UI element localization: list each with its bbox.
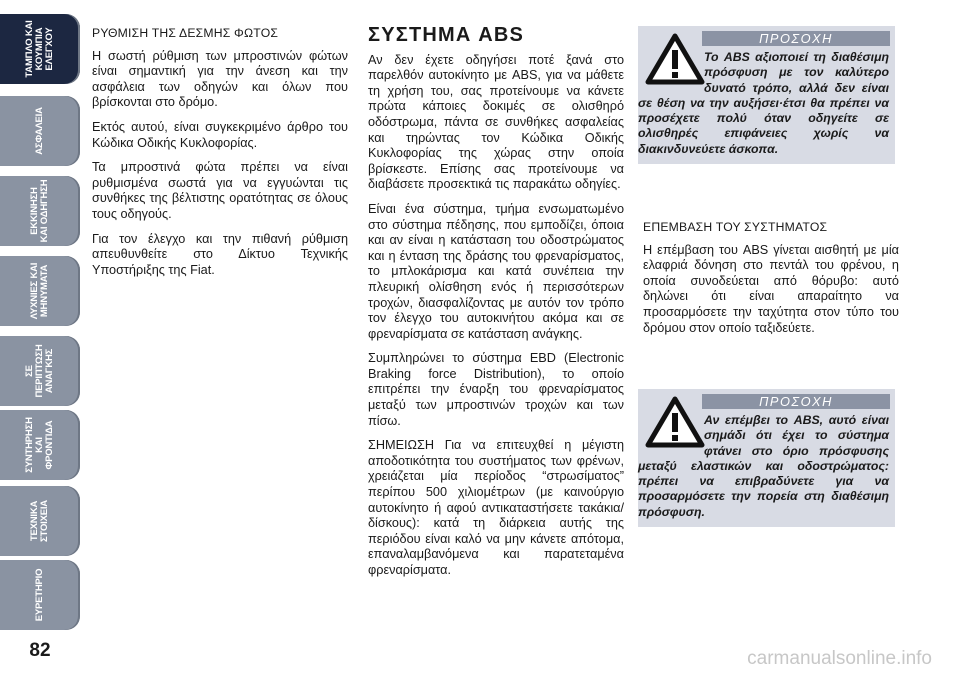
warning-header: ΠΡΟΣΟΧΗ: [702, 31, 890, 46]
paragraph: Τα μπροστινά φώτα πρέπει να είναι ρυθμισμένα σωστά για να εγγυώνται τις συνθήκες της βέλτιστης ορατότητας σε όλους τους οδηγούς.: [92, 160, 348, 221]
tab-label: ΣΥΝΤΗΡΗΣΗ ΚΑΙ ΦΡΟΝΤΙΔΑ: [24, 417, 55, 473]
tab-dashboard-controls[interactable]: [0, 14, 80, 84]
paragraph: Αν δεν έχετε οδηγήσει ποτέ ξανά στο παρελθόν αυτοκίνητο με ABS, για να μάθετε τη χρήση του, σας προτείνουμε να κάνετε πρώτα κάποιες δοκιμές σε ολισθηρό οδόστρωμα, πάντα σε συνθήκες ασφαλείας και τηρώντας τον Κώδικα Οδικής Κυκλοφορίας της χώρας στην οποία βρίσκεστε. Επίσης σας προτείνουμε να διαβάσετε προσεκτικά τις παρακάτω οδηγίες.: [368, 52, 624, 192]
warning-text-container: [638, 50, 889, 157]
paragraph: Συμπληρώνει το σύστημα EBD (Electronic Braking force Distribution), το οποίο επιτρέπει την έναρξη του φρεναρίσματος μεταξύ των μπροστινών τροχών και των πίσω.: [368, 351, 624, 428]
paragraph: Είναι ένα σύστημα, τμήμα ενσωματωμένο στο σύστημα πέδησης, που εμποδίζει, όποια και αν είναι η κατάσταση του οδοστρώματος και η ένταση της δράσης του φρεναρίσματος, το μπλοκάρισμα και κατά συνέπεια την πλευρική ολίσθηση ενός ή περισσότερων τροχών, διασφαλίζοντας με αυτόν τον τρόπο τον έλεγχο του αυτοκινήτου ακόμα και σε φρεναρίσματα σε κατάσταση ανάγκης.: [368, 201, 624, 341]
tab-label: ΛΥΧΝΙΕΣ ΚΑΙ ΜΗΝΥΜΑΤΑ: [29, 262, 50, 320]
system-intervention-section: [643, 220, 899, 345]
tab-label: ΤΕΧΝΙΚΑ ΣΤΟΙΧΕΙΑ: [29, 500, 50, 542]
abs-system-section: [368, 26, 624, 588]
tab-technical-data[interactable]: [0, 486, 80, 556]
watermark: carmanualsonline.info: [747, 648, 932, 669]
page-number: 82: [29, 640, 51, 661]
tab-label: ΑΣΦΑΛΕΙΑ: [34, 107, 45, 155]
chapter-sidebar: [0, 0, 86, 677]
tab-warning-lights[interactable]: [0, 256, 80, 326]
paragraph: ΣΗΜΕΙΩΣΗ Για να επιτευχθεί η μέγιστη αποδοτικότητα του συστήματος των φρένων, χρειάζεται μία περίοδος “στρωσίματος” περίπου 500 χιλιομέτρων (με καινούργιο αυτοκίνητο ή αφού αντικαταστήσετε τακάκια/δίσκους): κατά τη διάρκεια αυτής της περιόδου είναι καλό να μην κάνετε απότομα, επαναλαμβανόμενα και παρατεταμένα φρεναρίσματα.: [368, 438, 624, 577]
tab-label: ΕΚΚΙΝΗΣΗ ΚΑΙ ΟΔΗΓΗΣΗ: [29, 179, 50, 243]
section-heading: ΡΥΘΜΙΣΗ ΤΗΣ ΔΕΣΜΗΣ ΦΩΤΟΣ: [92, 26, 279, 40]
paragraph: Η σωστή ρύθμιση των μπροστινών φώτων είναι σημαντική για την άνεση και την ασφάλεια των οδηγών και όλων που βρίσκονται στο δρόμο.: [92, 48, 348, 110]
tab-label: ΣΕ ΠΕΡΙΠΤΩΣΗ ΑΝΑΓΚΗΣ: [24, 344, 55, 398]
tab-maintenance[interactable]: [0, 410, 80, 480]
warning-header: ΠΡΟΣΟΧΗ: [702, 394, 890, 409]
tab-starting-driving[interactable]: [0, 176, 80, 246]
warning-text: Το ABS αξιοποιεί τη διαθέσιμη πρόσφυση με τον καλύτερο δυνατό τρόπο, αλλά δεν είναι σε θέση να την αυξήσει·έτσι θα πρέπει να προσέχετε πολύ όταν οδηγείτε σε ολισθηρές επιφάνειες χωρίς να διακινδυνεύετε άσκοπα.: [638, 50, 889, 156]
tab-safety[interactable]: [0, 96, 80, 166]
paragraph: Εκτός αυτού, είναι συγκεκριμένο άρθρο του Κώδικα Οδικής Κυκλοφορίας.: [92, 119, 348, 150]
headlight-adjustment-section: [92, 26, 348, 287]
paragraph: Για τον έλεγχο και την πιθανή ρύθμιση απευθυνθείτε στο Δίκτυο Τεχνικής Υποστήριξης της Fiat.: [92, 231, 348, 277]
page-title: ΣΥΣΤΗΜΑ ABS: [368, 24, 525, 46]
tab-emergency[interactable]: [0, 336, 80, 406]
tab-label: ΕΥΡΕΤΗΡΙΟ: [34, 568, 45, 622]
tab-index[interactable]: [0, 560, 80, 630]
section-heading: ΕΠΕΜΒΑΣΗ ΤΟΥ ΣΥΣΤΗΜΑΤΟΣ: [643, 220, 828, 234]
warning-text: Αν επέμβει το ABS, αυτό είναι σημάδι ότι έχει το σύστημα φτάνει στο όριο πρόσφυσης μεταξύ ελαστικών και οδοστρώματος: πρέπει να επιβραδύνετε για να προσαρμόσετε την πορεία στη διαθέσιμη πρόσφυση.: [638, 413, 889, 519]
tab-label: ΤΑΜΠΛΟ ΚΑΙ ΚΟΥΜΠΙΑ ΕΛΕΓΧΟΥ: [24, 20, 55, 78]
paragraph: Η επέμβαση του ABS γίνεται αισθητή με μία ελαφριά δόνηση στο πεντάλ του φρένου, η οποία συνοδεύεται από θόρυβο: αυτό δηλώνει ότι είναι απαραίτητο να προσαρμόσετε την ταχύτητα στον τύπο του δρόμου στον οποίο ταξιδεύετε.: [643, 242, 899, 335]
warning-box: [638, 26, 895, 164]
warning-text-container: [638, 413, 889, 520]
warning-box: [638, 389, 895, 527]
